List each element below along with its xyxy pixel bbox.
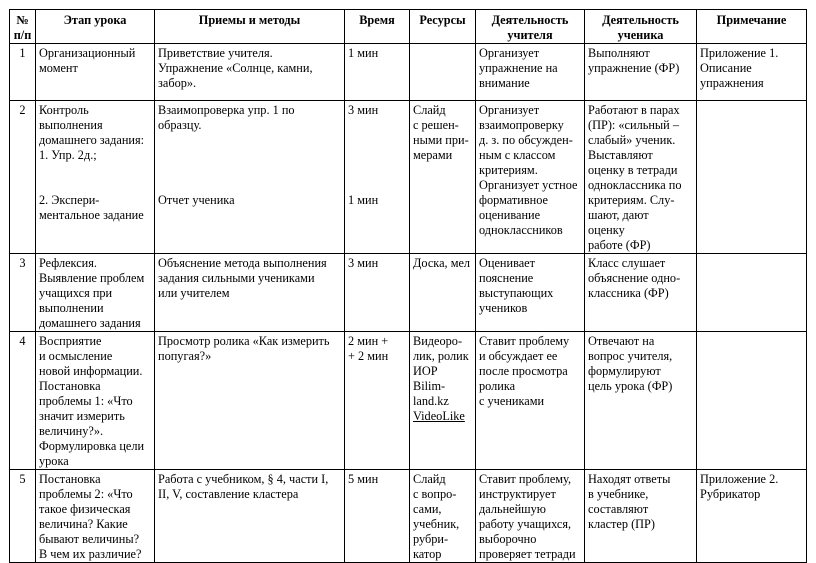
text-line: Доска, мел [413, 256, 471, 270]
student-activity-cell [585, 44, 697, 101]
text-line: Просмотр ролика «Как измерить [158, 334, 330, 348]
time-cell [345, 44, 410, 101]
text-line: II, V, составление кластера [158, 487, 299, 501]
student-activity-cell [585, 332, 697, 470]
text-line: 2 мин + [348, 334, 389, 348]
text-line: Ставит проблему [479, 334, 570, 348]
text-line: пояснение [479, 271, 534, 285]
text-line: Работа с учебником, § 4, части I, [158, 472, 329, 486]
text-line: домашнего задания: [39, 133, 145, 147]
header-cell: Деятельность ученика [585, 10, 697, 44]
time-cell [345, 101, 410, 254]
methods-part-b [158, 193, 341, 208]
teacher-activity-cell [476, 44, 585, 101]
text-line: д. з. по обсужден- [479, 133, 573, 147]
header-cell: Примечание [697, 10, 807, 44]
row-number: 3 [10, 254, 36, 332]
note-cell [697, 101, 807, 254]
text-line: В чем их различие? [39, 547, 142, 561]
text-line: Приложение 1. [700, 46, 779, 60]
text-line: Bilim- [413, 379, 446, 393]
text-line: бывают величины? [39, 532, 140, 546]
header-cell: Время [345, 10, 410, 44]
text-line: Приветствие учителя. [158, 46, 273, 60]
text-line: Организует [479, 103, 540, 117]
text-line: задания сильными учениками [158, 271, 315, 285]
text-line: проблемы 1: «Что [39, 394, 133, 408]
text-line: (ПР): «сильный – [588, 118, 679, 132]
header-cell: Ресурсы [410, 10, 476, 44]
text-line: Приложение 2. [700, 472, 779, 486]
text-line: Находят ответы [588, 472, 671, 486]
text-line: 2. Экспери- [39, 193, 100, 207]
time-cell [345, 470, 410, 563]
text-line: ролика [479, 379, 516, 393]
text-line: ным с классом [479, 148, 556, 162]
text-line: 1 мин [348, 46, 379, 60]
text-line: мерами [413, 148, 453, 162]
text-line: land.kz [413, 394, 449, 408]
teacher-activity-cell [476, 470, 585, 563]
text-line: Слайд [413, 103, 446, 117]
text-line: упражнения [700, 76, 764, 90]
header-row [10, 10, 807, 44]
text-line: Отвечают на [588, 334, 655, 348]
text-line: Постановка [39, 379, 101, 393]
table-row [10, 101, 807, 254]
text-line: Ставит проблему, [479, 472, 572, 486]
resources-cell [410, 470, 476, 563]
text-line: 3 мин [348, 256, 379, 270]
text-line: 3 мин [348, 103, 379, 117]
teacher-activity-cell [476, 332, 585, 470]
student-activity-cell [585, 470, 697, 563]
resources-list [413, 334, 472, 409]
methods-cell [155, 332, 345, 470]
text-line: ментальное задание [39, 208, 144, 222]
text-line: дальнейшую [479, 502, 546, 516]
methods-cell [155, 470, 345, 563]
text-line: шают, дают [588, 208, 649, 222]
text-line: упражнение на [479, 61, 558, 75]
text-line: домашнего задания [39, 316, 141, 330]
text-line: и обсуждает ее [479, 349, 558, 363]
time-part-a [348, 103, 406, 118]
text-line: Объяснение метода выполнения [158, 256, 327, 270]
note-cell [697, 332, 807, 470]
text-line: Работают в парах [588, 103, 680, 117]
row-number: 5 [10, 470, 36, 563]
stage-cell [36, 254, 155, 332]
text-line: выполнении [39, 301, 104, 315]
time-cell [345, 254, 410, 332]
text-line: Формулировка цели [39, 439, 145, 453]
text-line: Восприятие [39, 334, 102, 348]
teacher-activity-cell [476, 254, 585, 332]
text-line: одноклассников [479, 223, 563, 237]
methods-cell [155, 44, 345, 101]
note-cell [697, 44, 807, 101]
text-line: критериям. Слу- [588, 193, 675, 207]
text-line: формативное [479, 193, 549, 207]
row-number: 1 [10, 44, 36, 101]
text-line: образцу. [158, 118, 202, 132]
text-line: Видеоро- [413, 334, 463, 348]
resources-cell [410, 254, 476, 332]
text-line: оценивание [479, 208, 541, 222]
stage-part-a [39, 103, 151, 163]
text-line: работу учащихся, [479, 517, 572, 531]
text-line: Класс слушает [588, 256, 666, 270]
text-line: взаимопроверку [479, 118, 564, 132]
text-line: проверяет тетради [479, 547, 576, 561]
text-line: классника (ФР) [588, 286, 669, 300]
note-cell [697, 254, 807, 332]
text-line: с учениками [479, 394, 545, 408]
text-line: и осмысление [39, 349, 113, 363]
text-line: Постановка [39, 472, 101, 486]
text-line: оценку [588, 223, 625, 237]
text-line: 1 мин [348, 193, 379, 207]
student-activity-cell [585, 254, 697, 332]
text-line: + 2 мин [348, 349, 389, 363]
header-cell: Деятельность учителя [476, 10, 585, 44]
text-line: в учебнике, [588, 487, 649, 501]
text-line: Организационный [39, 46, 136, 60]
text-line: после просмотра [479, 364, 568, 378]
resources-cell [410, 44, 476, 101]
teacher-activity-cell [476, 101, 585, 254]
text-line: или учителем [158, 286, 230, 300]
text-line: инструктирует [479, 487, 556, 501]
methods-cell [155, 254, 345, 332]
time-part-b [348, 193, 406, 208]
text-line: объяснение одно- [588, 271, 681, 285]
text-line: учебник, [413, 517, 460, 531]
text-line: Организует [479, 46, 540, 60]
time-cell [345, 332, 410, 470]
text-line: кластер (ПР) [588, 517, 655, 531]
lesson-plan-table [9, 9, 807, 563]
text-line: Взаимопроверка упр. 1 по [158, 103, 295, 117]
stage-cell [36, 470, 155, 563]
resources-cell [410, 101, 476, 254]
text-line: выступающих [479, 286, 554, 300]
text-line: Рефлексия. [39, 256, 97, 270]
text-line: Описание [700, 61, 752, 75]
text-line: внимание [479, 76, 530, 90]
text-line: составляют [588, 502, 649, 516]
text-line: выполнения [39, 118, 103, 132]
header-cell: № п/п [10, 10, 36, 44]
table-row [10, 332, 807, 470]
methods-cell [155, 101, 345, 254]
header-cell: Приемы и методы [155, 10, 345, 44]
table-row [10, 470, 807, 563]
text-line: Рубрикатор [700, 487, 761, 501]
text-line: величина? Какие [39, 517, 128, 531]
stage-part-b [39, 193, 151, 223]
text-line: новой информации. [39, 364, 143, 378]
text-line: формулируют [588, 364, 661, 378]
text-line: лик, ролик [413, 349, 469, 363]
text-line: Выполняют [588, 46, 650, 60]
text-line: 5 мин [348, 472, 379, 486]
text-line: урока [39, 454, 69, 468]
student-activity-cell [585, 101, 697, 254]
text-line: слабый» ученик. [588, 133, 676, 147]
text-line: учащихся при [39, 286, 113, 300]
text-line: ными при- [413, 133, 469, 147]
text-line: величину?». [39, 424, 104, 438]
text-line: одноклассника по [588, 178, 682, 192]
stage-cell [36, 44, 155, 101]
text-line: Выставляют [588, 148, 653, 162]
text-line: критериям. [479, 163, 538, 177]
text-line: учеников [479, 301, 528, 315]
text-line: выборочно [479, 532, 537, 546]
text-line: с решен- [413, 118, 459, 132]
row-number: 2 [10, 101, 36, 254]
text-line: Организует устное [479, 178, 578, 192]
text-line: Контроль [39, 103, 89, 117]
text-line: забор». [158, 76, 197, 90]
table-row [10, 254, 807, 332]
text-line: оценку в тетради [588, 163, 678, 177]
text-line: упражнение (ФР) [588, 61, 680, 75]
text-line: вопрос учителя, [588, 349, 673, 363]
text-line: Слайд [413, 472, 446, 486]
text-line: попугая?» [158, 349, 212, 363]
videolike-link[interactable]: VideoLike [413, 409, 465, 423]
text-line: проблемы 2: «Что [39, 487, 133, 501]
text-line: работе (ФР) [588, 238, 651, 252]
text-line: момент [39, 61, 78, 75]
resources-cell [410, 332, 476, 470]
text-line: катор [413, 547, 442, 561]
text-line: рубри- [413, 532, 449, 546]
text-line: 1. Упр. 2д.; [39, 148, 97, 162]
header-cell: Этап урока [36, 10, 155, 44]
text-line: с вопро- [413, 487, 457, 501]
text-line: Выявление проблем [39, 271, 145, 285]
text-line: ИОР [413, 364, 438, 378]
text-line: Упражнение «Солнце, камни, [158, 61, 313, 75]
text-line: Оценивает [479, 256, 536, 270]
text-line: значит измерить [39, 409, 125, 423]
row-number: 4 [10, 332, 36, 470]
text-line: такое физическая [39, 502, 131, 516]
note-cell [697, 470, 807, 563]
stage-cell [36, 332, 155, 470]
methods-part-a [158, 103, 341, 133]
text-line: Отчет ученика [158, 193, 235, 207]
stage-cell [36, 101, 155, 254]
table-row [10, 44, 807, 101]
text-line: сами, [413, 502, 442, 516]
text-line: цель урока (ФР) [588, 379, 673, 393]
